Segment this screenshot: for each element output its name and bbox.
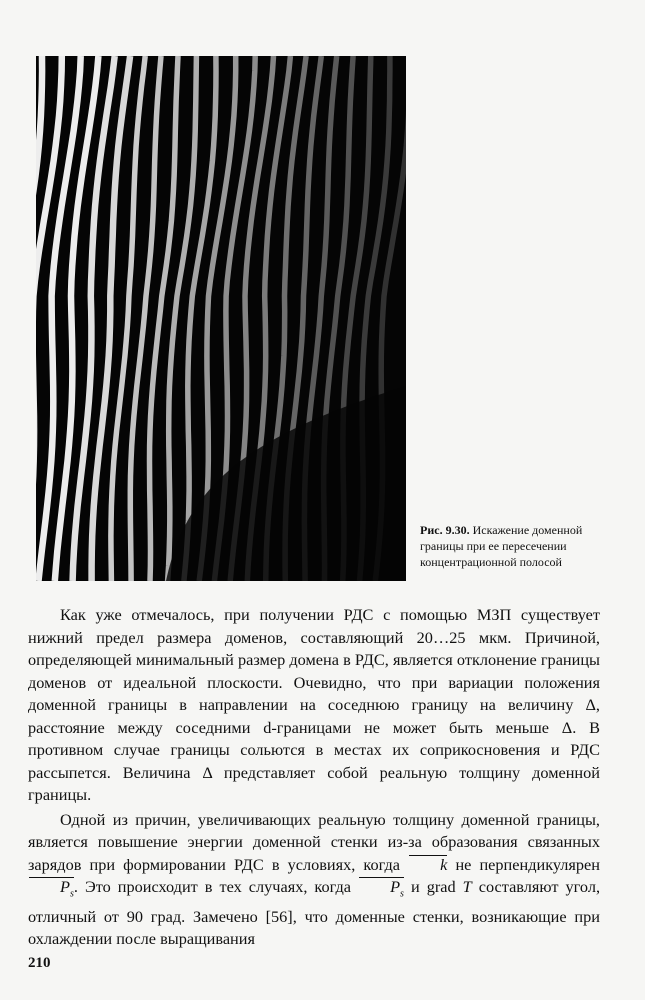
p2-part-c: . Это происходит в тех случаях, когда	[73, 877, 352, 896]
caption-label: Рис. 9.30.	[420, 523, 470, 537]
page-number: 210	[28, 955, 51, 971]
p2-part-a: Одной из причин, увеличивающих реальную толщину доменной границы, является повышение энергии доменной стенки из-за образования связанных зарядов при формировании РДС в условиях, когда	[28, 809, 600, 874]
domain-stripes-image	[36, 56, 406, 581]
p2-part-e: составляют угол, отличный от 90 град. Замечено [56], что доменные стенки, возникающие при охлаждении после выращивания	[28, 877, 601, 949]
figure-caption	[420, 522, 610, 570]
paragraph-2	[28, 809, 600, 951]
vector-k: k	[408, 854, 447, 877]
vector-ps: $P_s$	[28, 876, 74, 906]
domain-stripe	[36, 56, 42, 581]
concentration-band	[166, 386, 406, 581]
p2-part-d: и grad	[410, 877, 456, 896]
symbol-t: T	[462, 877, 472, 896]
p2-part-b: не перпендикулярен	[455, 854, 600, 874]
domain-figure	[36, 56, 406, 581]
caption-text: Искажение доменной границы при ее пересечении концентрационной полосой	[420, 523, 583, 569]
paragraph-1: Как уже отмечалось, при получении РДС с помощью МЗП существует нижний предел размера доменов, составляющий 20…25 мкм. Причиной, определяющей минимальный размер домена в РДС, является отклонение границы доменов от идеальной плоскости. Очевидно, что при вариации положения доменной границы в направлении на соседнюю границу на величину Δ, расстояние между соседними d-границами не может быть меньше Δ. В противном случае границы сольются в местах их соприкосновения и РДС рассыпется. Величина Δ представляет собой реальную толщину доменной границы.	[28, 605, 600, 804]
body-text	[28, 604, 600, 951]
vector-ps-2: $P_s$	[358, 876, 404, 906]
